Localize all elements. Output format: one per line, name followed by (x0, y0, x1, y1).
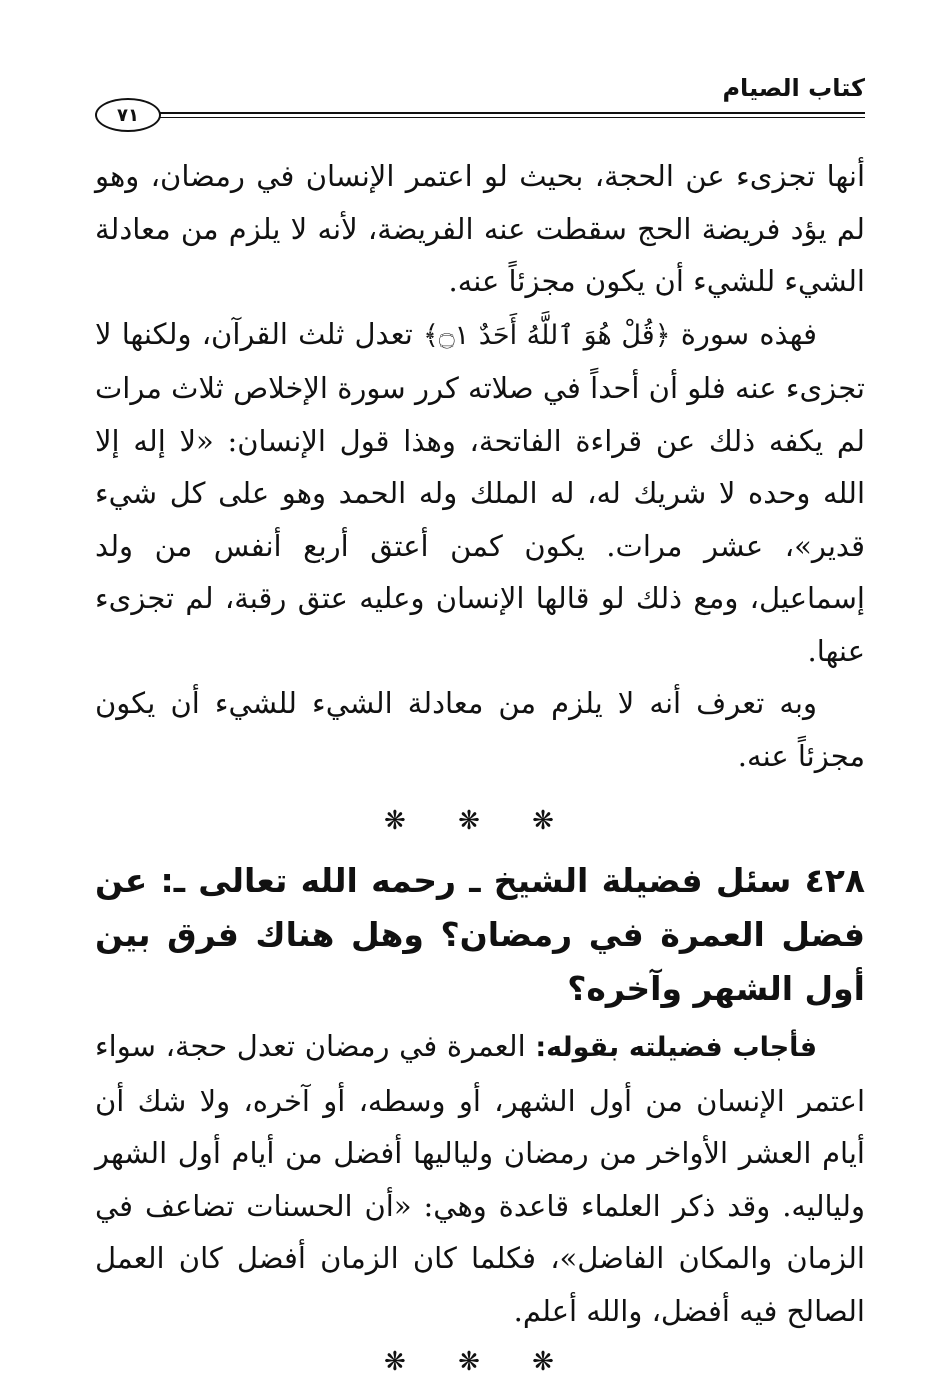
paragraph (95, 308, 865, 678)
paragraph-text: تعدل ثلث القرآن، ولكنها لا تجزىء عنه فلو أن أحداً في صلاته كرر سورة الإخلاص ثلاث مرات لم يكفه ذلك عن قراءة الفاتحة، وهذا قول الإنسان: «لا إله إلا الله وحده لا شريك له، له الملك وله الحمد وهو على كل شيء قدير»، عشر مرات. يكون كمن أعتق أربع أنفس من ولد إسماعيل، ومع ذلك لو قالها الإنسان وعليه عتق رقبة، لم تجزىء عنها. (95, 316, 865, 668)
paragraph: وبه تعرف أنه لا يلزم من معادلة الشيء للشيء أن يكون مجزئاً عنه. (95, 686, 865, 773)
book-title: كتاب الصيام (722, 74, 865, 102)
section-separator: ❋ ❋ ❋ (384, 1347, 576, 1377)
question-heading: ٤٢٨ سئل فضيلة الشيخ ـ رحمه الله تعالى ـ: عن فضل العمرة في رمضان؟ وهل هناك فرق بين أول الشهر وآخره؟ (95, 861, 865, 1008)
paragraph: أنها تجزىء عن الحجة، بحيث لو اعتمر الإنسان في رمضان، وهو لم يؤد فريضة الحج سقطت عنه الفريضة، لأنه لا يلزم من معادلة الشيء للشيء أن يكون مجزئاً عنه. (95, 159, 865, 298)
page-number: ٧١ (95, 98, 161, 132)
paragraph-text: فهذه سورة (680, 316, 818, 351)
page-body (95, 150, 865, 1381)
answer-lead: فأجاب فضيلته بقوله: (535, 1032, 817, 1063)
header-rule (155, 112, 865, 118)
quran-verse: ﴿قُلْ هُوَ ٱللَّهُ أَحَدٌ ۝١﴾ (423, 319, 671, 351)
answer-text: العمرة في رمضان تعدل حجة، سواء اعتمر الإنسان من أول الشهر، أو وسطه، أو آخره، ولا شك أن أيام العشر الأواخر من رمضان ولياليها أفضل من أيام أول الشهر ولياليه. وقد ذكر العلماء قاعدة وهي: «أن الحسنات تضاعف في الزمان والمكان الفاضل»، فكلما كان الزمان أفضل كان العمل الصالح فيه أفضل، والله أعلم. (95, 1029, 865, 1328)
page-header (95, 72, 865, 132)
answer-paragraph (95, 1020, 865, 1337)
section-separator: ❋ ❋ ❋ (384, 806, 576, 836)
